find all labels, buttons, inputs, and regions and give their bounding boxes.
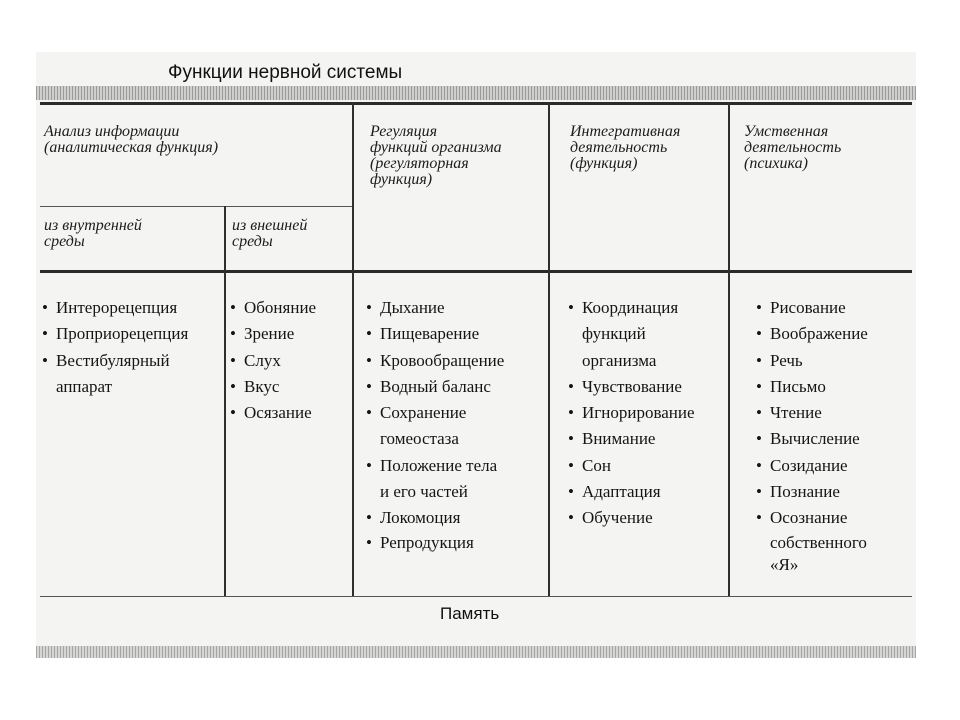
scan-edge-top: [36, 86, 916, 100]
list-item: • Кровообращение: [366, 350, 505, 370]
list-item: • Познание: [756, 482, 840, 502]
list-item: • Водный баланс: [366, 376, 491, 396]
header-external-env: из внешней среды: [232, 217, 308, 250]
list-regulation: [366, 295, 504, 554]
header-internal-env: из внутренней среды: [44, 217, 142, 250]
list-mental: [756, 295, 868, 576]
list-item: • Координация: [568, 298, 679, 317]
list-item: собственного: [770, 532, 867, 552]
list-item: • Положение тела: [366, 455, 498, 475]
list-internal-env: [42, 295, 188, 400]
header-regulation: Регуляция функций организма (регуляторная функция): [370, 123, 502, 188]
divider-internal-external: [224, 206, 226, 596]
list-item: функций: [582, 324, 646, 344]
list-item: • Воображение: [756, 324, 868, 344]
list-item: • Осязание: [230, 403, 312, 423]
list-item: • Пищеварение: [366, 324, 480, 344]
divider-integration-mental: [728, 102, 730, 596]
list-item: • Обоняние: [230, 298, 317, 317]
list-item: • Вестибулярный: [42, 350, 170, 370]
list-item: • Осознание: [756, 508, 848, 528]
list-external-env: [230, 295, 316, 426]
divider-regulation-integration: [548, 102, 550, 596]
list-item: • Созидание: [756, 455, 848, 475]
list-item: • Внимание: [568, 429, 656, 449]
list-item: • Слух: [230, 350, 281, 370]
list-item: • Дыхание: [366, 298, 445, 317]
list-item: • Чувствование: [568, 376, 682, 396]
list-item: • Интерорецепция: [42, 298, 178, 317]
list-item: • Вычисление: [756, 429, 860, 449]
list-item: гомеостаза: [380, 429, 459, 449]
document-title: Функции нервной системы: [168, 62, 403, 83]
list-item: • Адаптация: [568, 482, 661, 502]
list-item: • Игнорирование: [568, 403, 695, 423]
table-top-rule: [40, 102, 912, 105]
list-integration: [568, 295, 695, 532]
scan-edge-bottom: [36, 646, 916, 658]
list-item: • Зрение: [230, 324, 295, 344]
list-item: • Письмо: [756, 376, 826, 396]
header-mental: Умственная деятельность (психика): [744, 123, 842, 172]
divider-analysis-regulation: [352, 102, 354, 596]
list-item: • Локомоция: [366, 508, 461, 528]
list-item: и его частей: [380, 482, 468, 502]
list-item: • Чтение: [756, 403, 822, 423]
list-item: «Я»: [770, 554, 799, 574]
header-analysis: Анализ информации (аналитическая функция): [44, 123, 219, 156]
header-integration: Интегративная деятельность (функция): [570, 123, 681, 172]
list-item: • Речь: [756, 350, 803, 370]
list-item: • Обучение: [568, 508, 653, 528]
list-item: организма: [582, 350, 657, 370]
list-item: аппарат: [56, 376, 113, 396]
subheader-rule: [40, 206, 352, 207]
footer-memory: Память: [440, 604, 500, 623]
list-item: • Рисование: [756, 298, 846, 317]
list-item: • Репродукция: [366, 532, 474, 552]
list-item: • Сохранение: [366, 403, 467, 423]
list-item: • Проприорецепция: [42, 324, 189, 344]
list-item: • Сон: [568, 455, 611, 475]
header-bottom-rule: [40, 270, 912, 273]
memory-rule: [40, 596, 912, 597]
list-item: • Вкус: [230, 376, 280, 396]
